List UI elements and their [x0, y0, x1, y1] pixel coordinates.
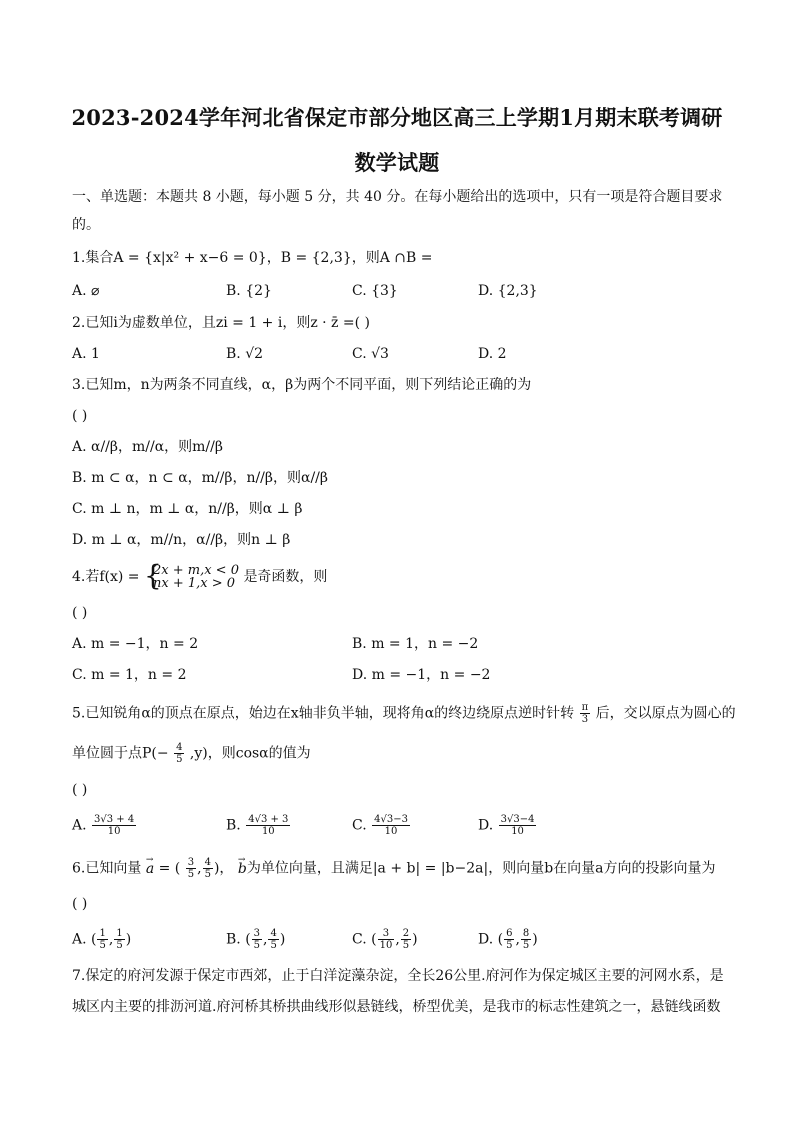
fraction [203, 857, 213, 880]
question-2-option-a: A. 1 [72, 346, 100, 362]
fraction-denominator: 5 [270, 940, 277, 951]
question-7-stem-line1: 7.保定的府河发源于保定市西郊，止于白洋淀藻杂淀，全长26公里.府河作为保定城区主要的河网水系，是 [72, 968, 724, 984]
fraction [521, 928, 531, 951]
question-4-stem-pre: 4.若f(x) = [72, 569, 140, 585]
question-1-stem: 1.集合A = {x|x² + x−6 = 0}，B = {2,3}，则A ∩B = [72, 250, 433, 266]
question-5-option-b [226, 814, 291, 837]
fraction-numerator: 4 [176, 742, 183, 753]
question-6-stem-post: 为单位向量，且满足|a + b| = |b−2a|，则向量b在向量a方向的投影向量为 [246, 860, 716, 877]
question-7-stem-line2: 城区内主要的排沥河道.府河桥其桥拱曲线形似悬链线，桥型优美，是我市的标志性建筑之一，悬链线函数 [72, 999, 721, 1015]
fraction-4-over-5 [174, 742, 184, 765]
question-5-paren: ( ) [72, 782, 88, 798]
question-2-option-c: C. √3 [352, 346, 389, 362]
fraction-numerator: 8 [522, 928, 530, 939]
section-instructions-line1: 一、单选题：本题共 8 小题，每小题 5 分，共 40 分。在每小题给出的选项中，只有一项是符合题目要求 [72, 189, 723, 205]
fraction-numerator: 1 [116, 928, 123, 939]
question-1-option-c: C. {3} [352, 283, 398, 299]
fraction-denominator: 5 [176, 754, 183, 765]
question-2-option-d: D. 2 [478, 346, 507, 362]
question-6-option-d: D. ( $\frac{6}{5}$ , $\frac{8}{5}$ ) [478, 928, 538, 951]
fraction [378, 928, 395, 951]
question-4-paren: ( ) [72, 605, 88, 621]
fraction-denominator: 5 [522, 940, 530, 951]
question-3-option-c: C. m ⊥ n，m ⊥ α，n//β，则α ⊥ β [72, 501, 303, 517]
close-paren: ) [125, 931, 132, 948]
exam-subtitle: 数学试题 [354, 150, 440, 175]
fraction-denominator: 10 [511, 826, 524, 837]
option-fraction [92, 814, 136, 837]
question-4-stem [72, 559, 328, 592]
option-label: C. ( [352, 931, 377, 948]
fraction-denominator: 5 [204, 869, 211, 880]
fraction-numerator: 3 [378, 928, 395, 940]
question-4-option-a: A. m = −1，n = 2 [72, 636, 199, 652]
question-4-option-c: C. m = 1，n = 2 [72, 667, 187, 683]
question-5-option-a [72, 814, 137, 837]
brace-glyph: { [144, 559, 162, 592]
fraction-denominator: 10 [107, 826, 121, 837]
fraction-denominator: 10 [384, 826, 398, 837]
question-3-stem: 3.已知m，n为两条不同直线，α，β为两个不同平面，则下列结论正确的为 [72, 377, 532, 393]
fraction [401, 928, 411, 951]
option-label: D. [478, 817, 494, 834]
question-6-stem: 6.已知向量 → a = ( $\frac{3}{5}$ , $\frac{4}{5}$ )， → b为单位向量，且满足|a + b| = |b−2a|，则向量b在向量a方向的投影向量为 [72, 857, 716, 880]
question-5-line2-pre: 单位圆于点P(− [72, 745, 169, 762]
question-5-stem-line1 [72, 702, 736, 725]
fraction-numerator: 4 [270, 928, 277, 939]
fraction-numerator: 4 [204, 857, 211, 868]
close-paren: ) [532, 931, 538, 948]
fraction-numerator: 4√3−3 [374, 814, 408, 825]
question-3-option-b: B. m ⊂ α，n ⊂ α，m//β，n//β，则α//β [72, 470, 328, 486]
fraction-denominator: 5 [99, 940, 106, 951]
question-6-option-c: C. ( $\frac{3}{10}$ , $\frac{2}{5}$ ) [352, 928, 418, 951]
question-5-stem-pre: 5.已知锐角α的顶点在原点，始边在x轴非负半轴，现将角α的终边绕原点逆时针转 [72, 705, 575, 722]
exam-title: 2023-2024学年河北省保定市部分地区高三上学期1月期末联考调研 [71, 105, 723, 130]
fraction-denominator: 5 [116, 940, 123, 951]
fraction-numerator: 3√3 + 4 [94, 814, 135, 825]
option-fraction [499, 814, 537, 837]
question-6-stem-pre: 6.已知向量 [72, 860, 142, 877]
question-5-line2-post: ,y)，则cosα的值为 [189, 745, 311, 762]
option-fraction [372, 814, 410, 837]
section-instructions-line2: 的。 [72, 217, 100, 233]
question-6-option-b: B. ( $\frac{3}{5}$ , $\frac{4}{5}$ ) [226, 928, 286, 951]
question-1-option-b: B. {2} [226, 283, 272, 299]
question-4-option-b: B. m = 1，n = −2 [352, 636, 479, 652]
fraction-numerator: 3 [187, 857, 195, 868]
fraction-pi-over-3 [580, 702, 591, 725]
question-6-paren: ( ) [72, 896, 88, 912]
option-label: A. [72, 817, 87, 834]
question-3-option-a: A. α//β，m//α，则m//β [72, 439, 223, 455]
fraction [504, 928, 514, 951]
question-1-option-a: A. ⌀ [72, 283, 100, 299]
close-paren: ) [412, 931, 418, 948]
fraction [186, 857, 196, 880]
question-4-stem-post: 是奇函数，则 [243, 569, 328, 585]
fraction-numerator: 1 [99, 928, 106, 939]
close-paren: ) [279, 931, 286, 948]
fraction [252, 928, 262, 951]
piecewise-case-1: 2x + m,x < 0 [153, 563, 239, 578]
fraction [97, 928, 107, 951]
question-1-option-d: D. {2,3} [478, 283, 538, 299]
question-3-paren: ( ) [72, 408, 88, 424]
question-5-stem-post: 后，交以原点为圆心的 [595, 705, 736, 722]
fraction-denominator: 5 [506, 940, 513, 951]
question-5-option-d [478, 814, 537, 837]
option-label: D. ( [478, 931, 504, 948]
fraction-denominator: 10 [261, 826, 275, 837]
fraction-numerator: 6 [506, 928, 513, 939]
fraction-numerator: 4√3 + 3 [248, 814, 289, 825]
question-2-option-b: B. √2 [226, 346, 264, 362]
piecewise-function [144, 559, 239, 592]
question-5-stem-line2 [72, 742, 311, 765]
option-fraction [246, 814, 290, 837]
fraction-denominator: 5 [402, 940, 410, 951]
fraction-denominator: 5 [187, 869, 195, 880]
vector-b: → b [238, 860, 247, 878]
option-label: C. [352, 817, 367, 834]
fraction-denominator: 5 [253, 940, 261, 951]
question-2-stem: 2.已知i为虚数单位，且zi = 1 + i，则z · z̄ =( ) [72, 315, 370, 331]
option-label: A. ( [72, 931, 97, 948]
piecewise-case-2: nx + 1,x > 0 [153, 576, 236, 591]
option-label: B. [226, 817, 241, 834]
fraction [114, 928, 124, 951]
fraction-numerator: 3 [253, 928, 261, 939]
question-6-option-a: A. ( $\frac{1}{5}$ , $\frac{1}{5}$ ) [72, 928, 132, 951]
option-label: B. ( [226, 931, 251, 948]
question-5-option-c [352, 814, 411, 837]
fraction-numerator: 3√3−4 [500, 814, 535, 825]
equals-paren: = ( [158, 860, 181, 877]
vector-a: → a [146, 860, 154, 878]
fraction-denominator: 3 [581, 714, 589, 725]
fraction-numerator: 2 [402, 928, 410, 939]
fraction-numerator: π [581, 702, 589, 713]
fraction-denominator: 10 [379, 940, 393, 951]
fraction [268, 928, 278, 951]
question-4-option-d: D. m = −1，n = −2 [352, 667, 491, 683]
question-3-option-d: D. m ⊥ α，m//n，α//β，则n ⊥ β [72, 532, 291, 548]
question-6-stem-mid: )， [213, 860, 234, 877]
